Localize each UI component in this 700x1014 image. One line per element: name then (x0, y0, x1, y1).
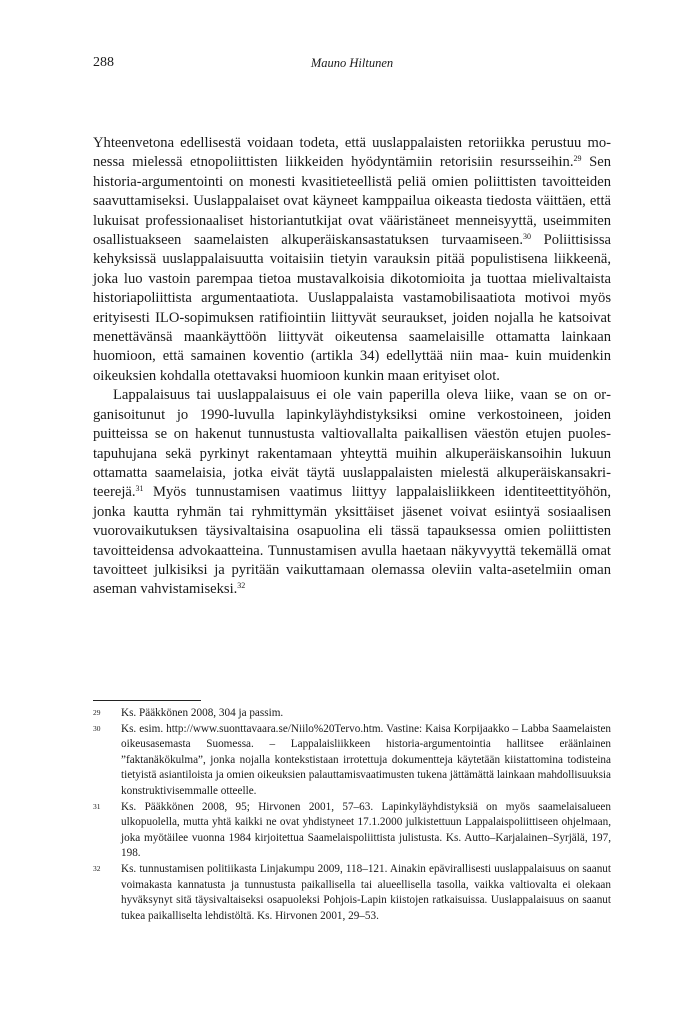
footnote-number: 32 (93, 863, 101, 873)
paragraph-1-part-c: Poliittisissa kehyksissä uuslappalaisuutta voitaisiin tietyin varauksin pitää populistisena liikkeenä, joka luo vastoin parempaa tietoa mustavalkoisia dikotomioita ja tuottaa mielivaltaista historiapoliittista argumentaatiota. Uuslappalaista vastamobilisaatiota motivoi myös erityisesti ILO-sopimuksen ratifiointiin liittyvät seuraukset, joiden nojalla he katsoivat menettävänsä maankäyttöön liittyvät oikeutensa saamelaisille ottamatta lainkaan huomioon, että samainen koventio (artikla 34) edellyttää niin maa- kuin muidenkin oikeuksien kohdalla otettavaksi huomioon kunkin maan erityiset olot. (93, 232, 611, 384)
paragraph-2-part-a: Lappalaisuus tai uuslappalaisuus ei ole vain paperilla oleva liike, vaan se on organisoitunut jo 1990-luvulla lapinkyläyhdistyksiksi omine verkostoineen, joiden puitteissa se on hakenut tunnustusta valtiovallalta paikallisen väestön etujen puolestapuhujana sekä pyrkinyt rakentamaan yhteyttä muihin alkuperäiskansoihin lukuun ottamatta saamelaisia, jotka eivät täytä uuslappalaisten mielestä alkuperäiskansakriteerejä. (93, 387, 611, 501)
footnote-29 (93, 706, 611, 722)
paragraph-1-part-a: Yhteenvetona edellisestä voidaan todeta, että uuslappalaisten retoriikka perustuu monessa mielessä etnopoliittisten liikkeiden hyödyntämiin retorisiin resursseihin. (93, 135, 611, 171)
footnote-ref-32: 32 (237, 581, 246, 591)
footnote-ref-31: 31 (135, 484, 144, 494)
footnote-separator (93, 700, 201, 701)
footnote-number: 29 (93, 708, 101, 717)
footnote-31 (93, 800, 611, 862)
running-head-author: Mauno Hiltunen (310, 56, 394, 70)
body-text (93, 134, 611, 600)
footnote-number: 31 (93, 801, 101, 811)
footnote-32 (93, 862, 611, 924)
footnote-number: 30 (93, 723, 101, 733)
footnote-text: Ks. Pääkkönen 2008, 95; Hirvonen 2001, 57–63. Lapinkyläyhdistyksiä on myös saamelaisalueen ulkopuolella, mutta yhtä kaikki ne ovat yhdistyneet 17.1.2000 julkistettuun Lappalaispoliittiseen ohjelmaan, joka myötäilee vuonna 1984 kirjoitettua Saamelaispoliittista julistusta. Ks. Autto–Karjalainen–Syrjälä, 197, 198. (121, 800, 611, 860)
footnote-text: Ks. esim. http://www.suonttavaara.se/Niilo%20Tervo.htm. Vastine: Kaisa Korpijaakko – Labba Saamelaisten oikeusasemasta Suomessa. – Lappalaisliikkeen historia-argumentointia hallitsee eräänlainen ”faktanäkökulma”, jonka nojalla kontekstistaan irrotettuja dokumentteja käytetään kiistattomina todisteina tietyistä asiantiloista ja omien oikeuksien palauttamisvaatimusten tukena jättämättä lainkaan mahdollisuuksia konstruktivisemmalle otteelle. (121, 722, 611, 797)
footnote-30 (93, 722, 611, 800)
page-number: 288 (93, 55, 114, 70)
paragraph-1-part-b: Sen historia-argumentointi on monesti kvasitieteellistä peliä omien poliittisten tavoitteiden saavuttamiseksi. Uuslappalaiset ovat käyneet kamppailua oikeasta tiedosta väittäen, että lukuisat professionaaliset historiantutkijat ovat vääristäneet menneisyyttä, useimmiten osallistuakseen saamelaisten alkuperäiskansastatuksen turvaamiseen. (93, 154, 611, 249)
paragraph-2 (93, 386, 611, 599)
footnote-ref-29: 29 (573, 154, 582, 164)
paragraph-2-part-b: Myös tunnustamisen vaatimus liittyy lappalaisliikkeen identiteettityöhön, jonka kautta ryhmän tai ryhmittymän yksittäiset jäsenet voivat esiintyä sosiaalisen vuorovaikutuksen täysivaltaisina osapuolina eli tässä tapauksessa omien poliittisten tavoitteidensa advokaatteina. Tunnustamisen avulla haetaan näkyvyyttä tekemällä omat tavoitteet julkisiksi ja pyritään vaikuttamaan olemassa oleviin valta-asetelmiin oman aseman vahvistamiseksi. (93, 484, 611, 598)
footnote-text: Ks. tunnustamisen politiikasta Linjakumpu 2009, 118–121. Ainakin epävirallisesti uuslappalaisuus on saanut voimakasta kannatusta ja tunnustusta paikallisella tai alueellisella tasolla, vaikka valtiovalta ei olekaan hyväksynyt sitä täysivaltaiseksi osapuoleksi Pohjois-Lapin kiistojen ratkaisuissa. Uuslappalaisuus on saanut tukea paikalliselta lehdistöltä. Ks. Hirvonen 2001, 29–53. (121, 862, 611, 922)
footnotes (93, 706, 611, 924)
page-header (93, 55, 611, 73)
footnote-ref-30: 30 (522, 232, 531, 242)
footnote-text: Ks. Pääkkönen 2008, 304 ja passim. (121, 707, 284, 719)
paragraph-1 (93, 134, 611, 386)
